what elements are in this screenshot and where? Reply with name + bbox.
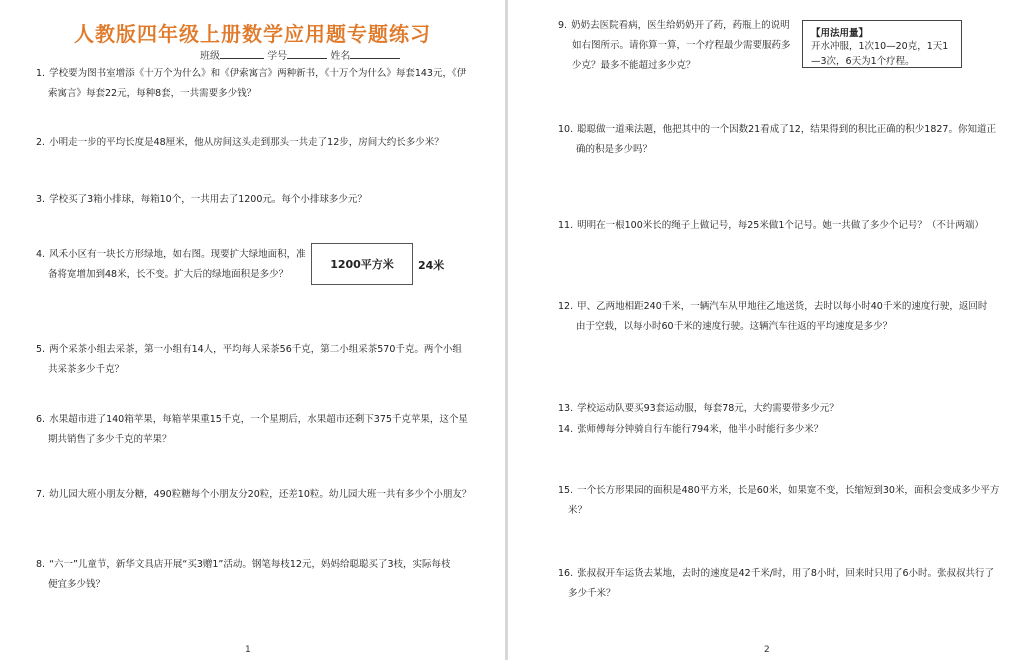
- question-15: 15. 一个长方形果园的面积是480平方米，长是60米，如果宽不变，长缩短到30米，面积会变成多少平方 米？: [558, 485, 1000, 516]
- dosage-line-2: —3次，6天为1个疗程。: [811, 56, 915, 67]
- dosage-box: [802, 20, 962, 68]
- question-13: 13. 学校运动队要买93套运动服，每套78元，大约需要带多少元？: [558, 403, 839, 414]
- class-blank[interactable]: [220, 48, 264, 59]
- question-6: 6. 水果超市进了140箱苹果，每箱苹果重15千克，一个星期后，水果超市还剩下375千克苹果，这个星 期共销售了多少千克的苹果？: [36, 414, 468, 445]
- question-14: 14. 张师傅每分钟骑自行车能行794米，他半小时能行多少米？: [558, 424, 824, 435]
- name-label: 姓名: [330, 51, 351, 62]
- question-1: 1. 学校要为图书室增添《十万个为什么》和《伊索寓言》两种新书，《十万个为什么》每套143元，《伊 索寓言》每套22元，每种8套，一共需要多少钱？: [36, 68, 467, 99]
- page-one: [0, 0, 505, 660]
- page-number: 1: [245, 645, 251, 655]
- class-label: 班级: [200, 51, 220, 62]
- page-two: [508, 0, 1014, 660]
- question-8: 8. “六一”儿童节，新华文具店开展“买3赠1”活动。钢笔每枝12元，妈妈给聪聪买了3枝，实际每枝 便宜多少钱？: [36, 559, 451, 590]
- question-5: 5. 两个采茶小组去采茶，第一小组有14人，平均每人采茶56千克，第二小组采茶570千克。两个小组 共采茶多少千克？: [36, 344, 462, 375]
- rectangle-side-label: 24米: [418, 259, 445, 272]
- question-7: 7. 幼儿园大班小朋友分糖，490粒糖每个小朋友分20粒，还差10粒。幼儿园大班一共有多少个小朋友？: [36, 489, 472, 500]
- page-number: 2: [764, 645, 770, 655]
- dosage-line-1: 开水冲服，1次10—20克，1天1: [811, 41, 949, 52]
- id-blank[interactable]: [287, 48, 327, 59]
- id-label: 学号: [267, 51, 288, 62]
- question-10: 10. 聪聪做一道乘法题，他把其中的一个因数21看成了12，结果得到的积比正确的积少1827。你知道正 确的积是多少吗？: [558, 124, 996, 155]
- question-12: 12. 甲、乙两地相距240千米，一辆汽车从甲地往乙地送货，去时以每小时40千米的速度行驶，返回时 由于空载，以每小时60千米的速度行驶。这辆汽车往返的平均速度是多少？: [558, 301, 988, 332]
- question-9: 9. 奶奶去医院看病，医生给奶奶开了药，药瓶上的说明 如右图所示。请你算一算，一个疗程最少需要服药多 少克？最多不能超过多少克？: [558, 20, 791, 71]
- question-16: 16. 张叔叔开车运货去某地，去时的速度是42千米/时，用了8小时，回来时只用了6小时。张叔叔共行了 多少千米？: [558, 568, 994, 599]
- question-4: 4. 风禾小区有一块长方形绿地，如右图。现要扩大绿地面积，准 备将宽增加到48米，长不变。扩大后的绿地面积是多少？: [36, 249, 306, 280]
- rectangle-area-label: 1200平方米: [330, 258, 394, 271]
- question-2: 2. 小明走一步的平均长度是48厘米，他从房间这头走到那头一共走了12步，房间大约长多少米？: [36, 137, 444, 148]
- name-blank[interactable]: [350, 48, 400, 59]
- student-info-line: [200, 47, 400, 62]
- rectangle-figure: [311, 243, 413, 285]
- dosage-title: 【用法用量】: [811, 28, 869, 39]
- worksheet-title: 人教版四年级上册数学应用题专题练习: [74, 22, 431, 46]
- question-11: 11. 明明在一根100米长的绳子上做记号，每25米做1个记号。她一共做了多少个记号？（不计两端）: [558, 220, 984, 231]
- question-3: 3. 学校买了3箱小排球，每箱10个，一共用去了1200元。每个小排球多少元？: [36, 194, 367, 205]
